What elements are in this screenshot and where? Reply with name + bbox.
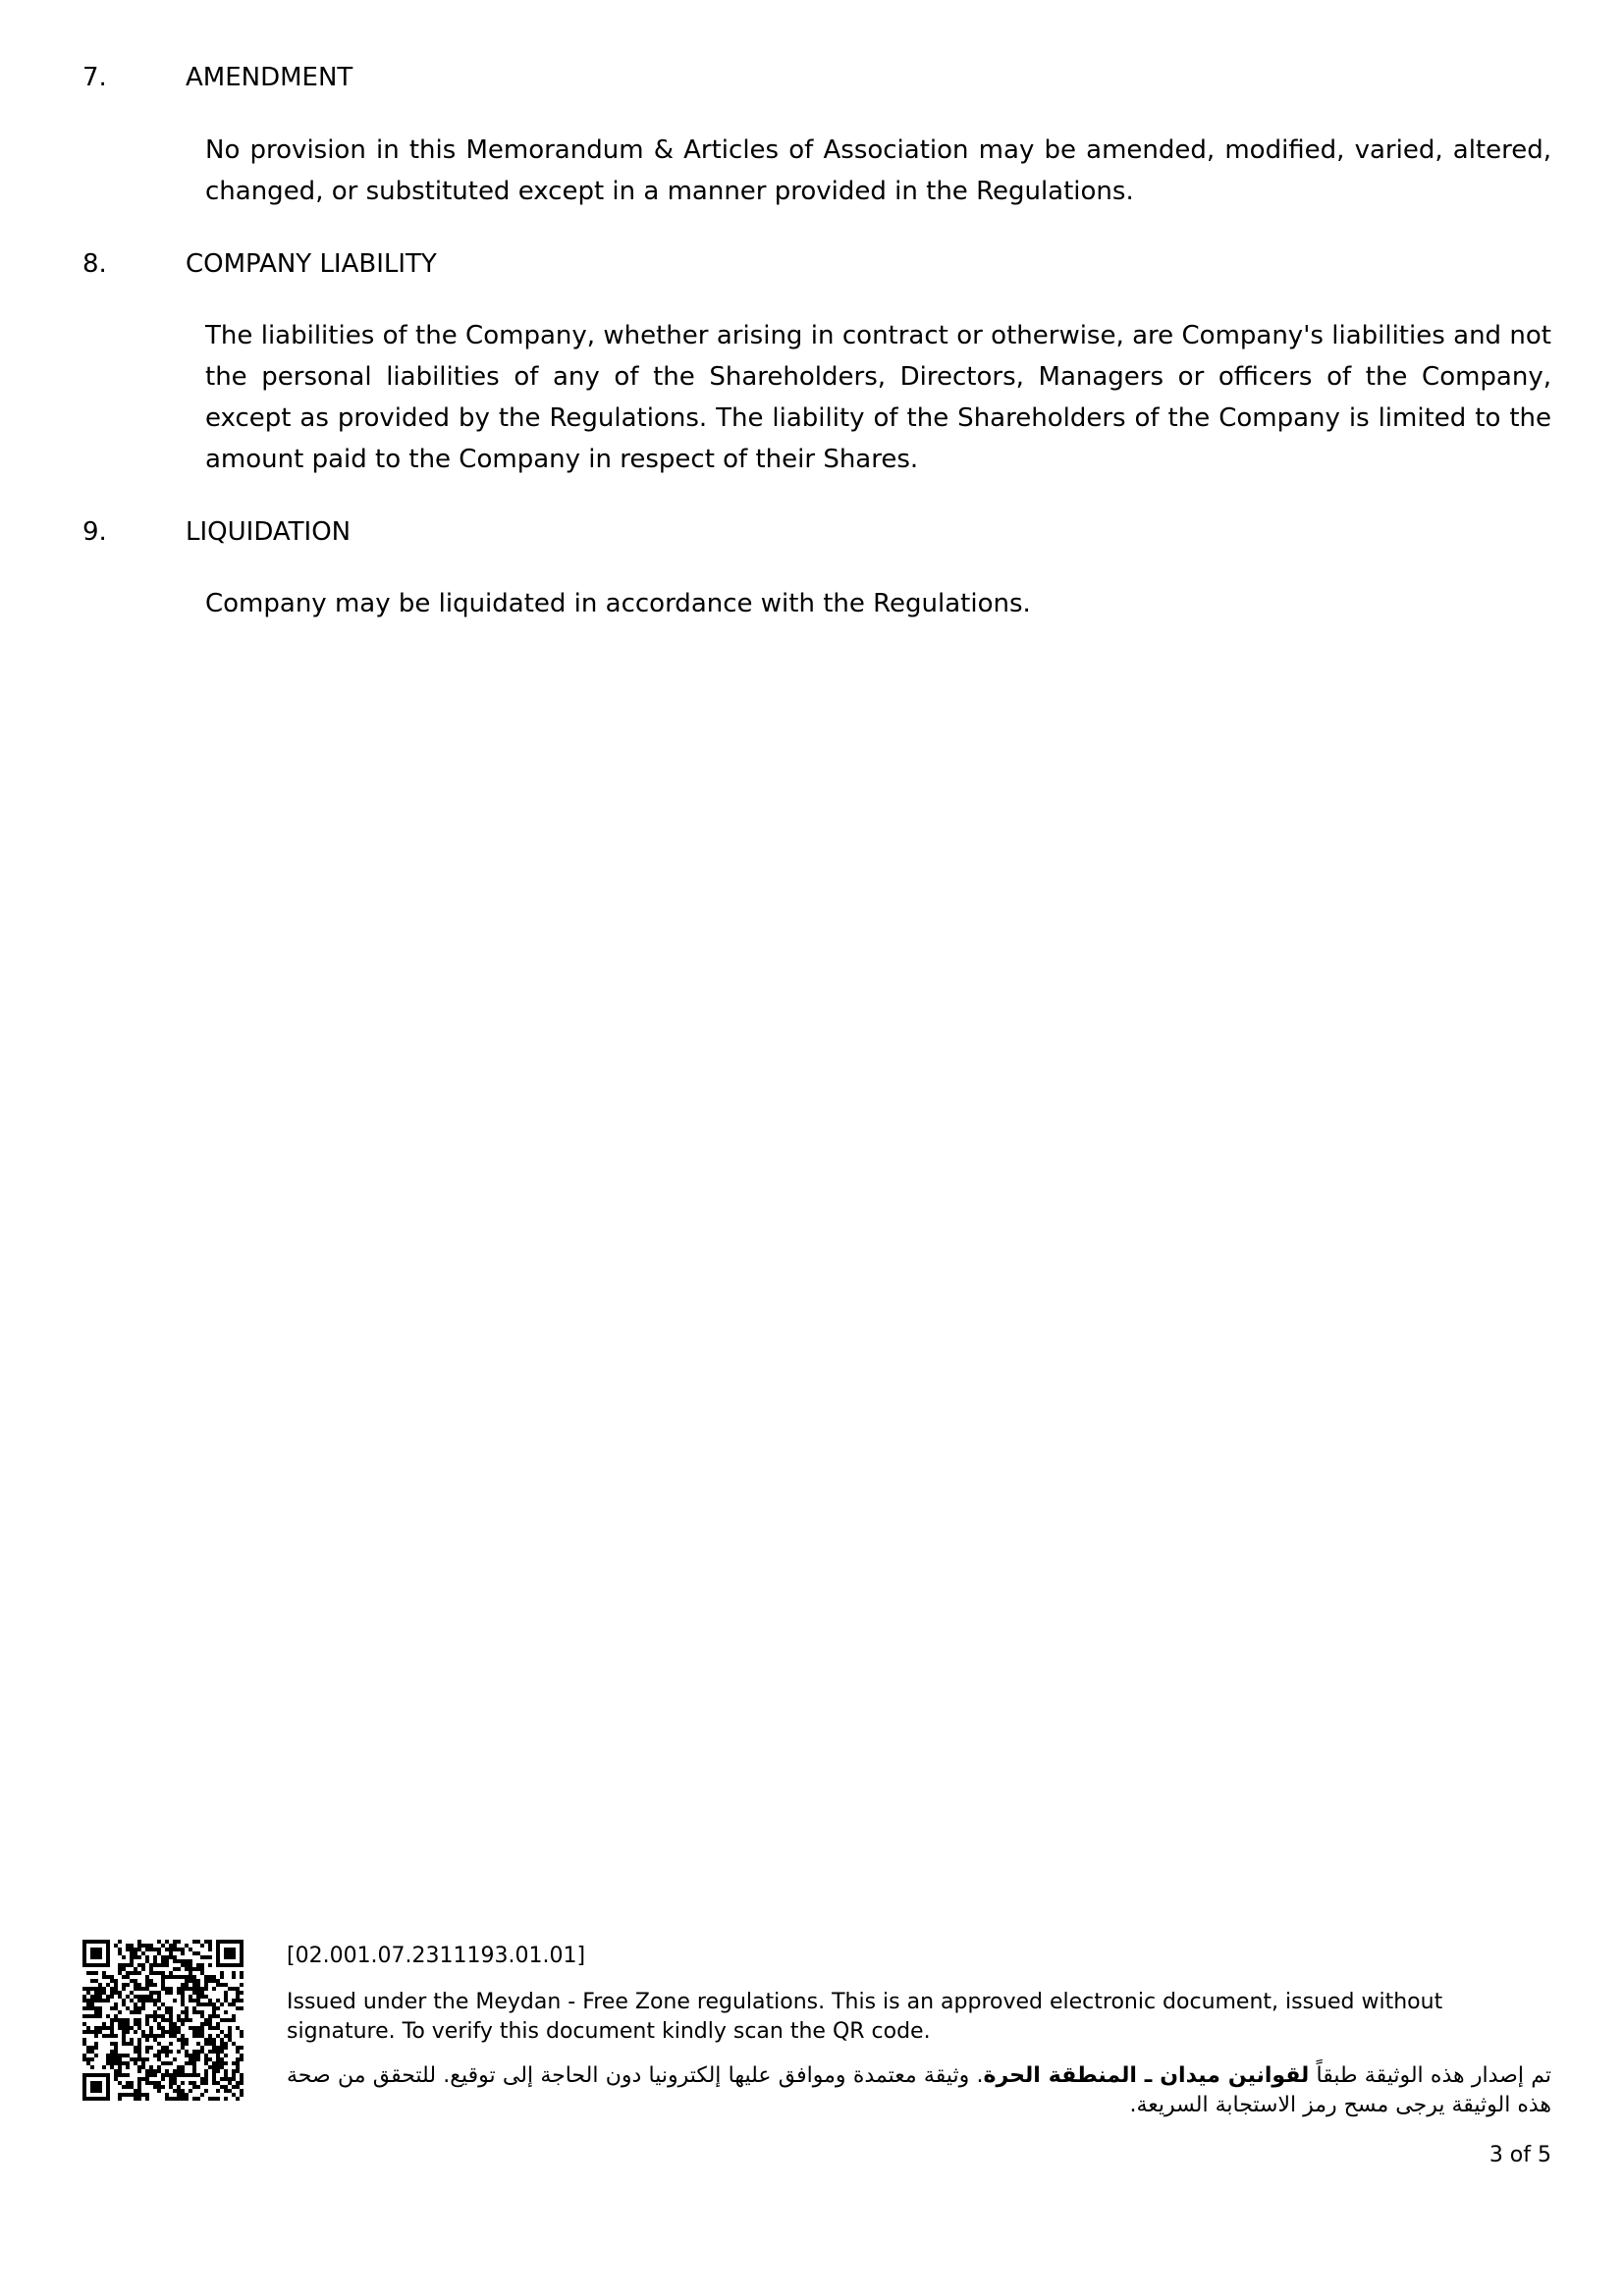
section-number: 9. — [82, 517, 107, 547]
section-title: LIQUIDATION — [186, 517, 352, 547]
qr-code — [82, 1940, 244, 2101]
issued-ar-prefix: تم إصدار هذه الوثيقة طبقاً — [1309, 2063, 1551, 2088]
section-title: COMPANY LIABILITY — [186, 249, 437, 279]
qr-code-icon — [82, 1940, 244, 2101]
issued-statement-en: Issued under the Meydan - Free Zone regulations. This is an approved electronic document, issued without signature. To verify this document kindly scan the QR code. — [287, 1990, 1443, 2044]
section-number: 7. — [82, 63, 107, 92]
section-8-body: The liabilities of the Company, whether arising in contract or otherwise, are Company's liabilities and not the personal liabilities of any of the Shareholders, Directors, Managers or officers of the Company, except as provided by the Regulations. The liability of the Shareholders of the Company is limited to the amount paid to the Company in respect of their Shares. — [205, 321, 1551, 474]
issued-ar-suffix: . وثيقة معتمدة وموافق عليها إلكترونيا دون الحاجة إلى توقيع. للتحقق من صحة هذه الوثيقة يرجى مسح رمز الاستجابة السريعة. — [287, 2063, 1551, 2117]
page-number: 3 of 5 — [1489, 2143, 1551, 2167]
section-9-body: Company may be liquidated in accordance with the Regulations. — [205, 589, 1031, 618]
section-8-heading — [82, 247, 437, 281]
section-title: AMENDMENT — [186, 63, 353, 92]
section-7-body: No provision in this Memorandum & Articles of Association may be amended, modified, varied, altered, changed, or substituted except in a manner provided in the Regulations. — [205, 135, 1551, 206]
section-7-heading — [82, 61, 352, 94]
section-9-heading — [82, 515, 351, 549]
document-reference: [02.001.07.2311193.01.01] — [287, 1944, 586, 1968]
issued-statement-ar — [287, 2061, 1551, 2120]
section-number: 8. — [82, 249, 107, 279]
issued-ar-bold: لقوانين ميدان ـ المنطقة الحرة — [983, 2063, 1310, 2088]
